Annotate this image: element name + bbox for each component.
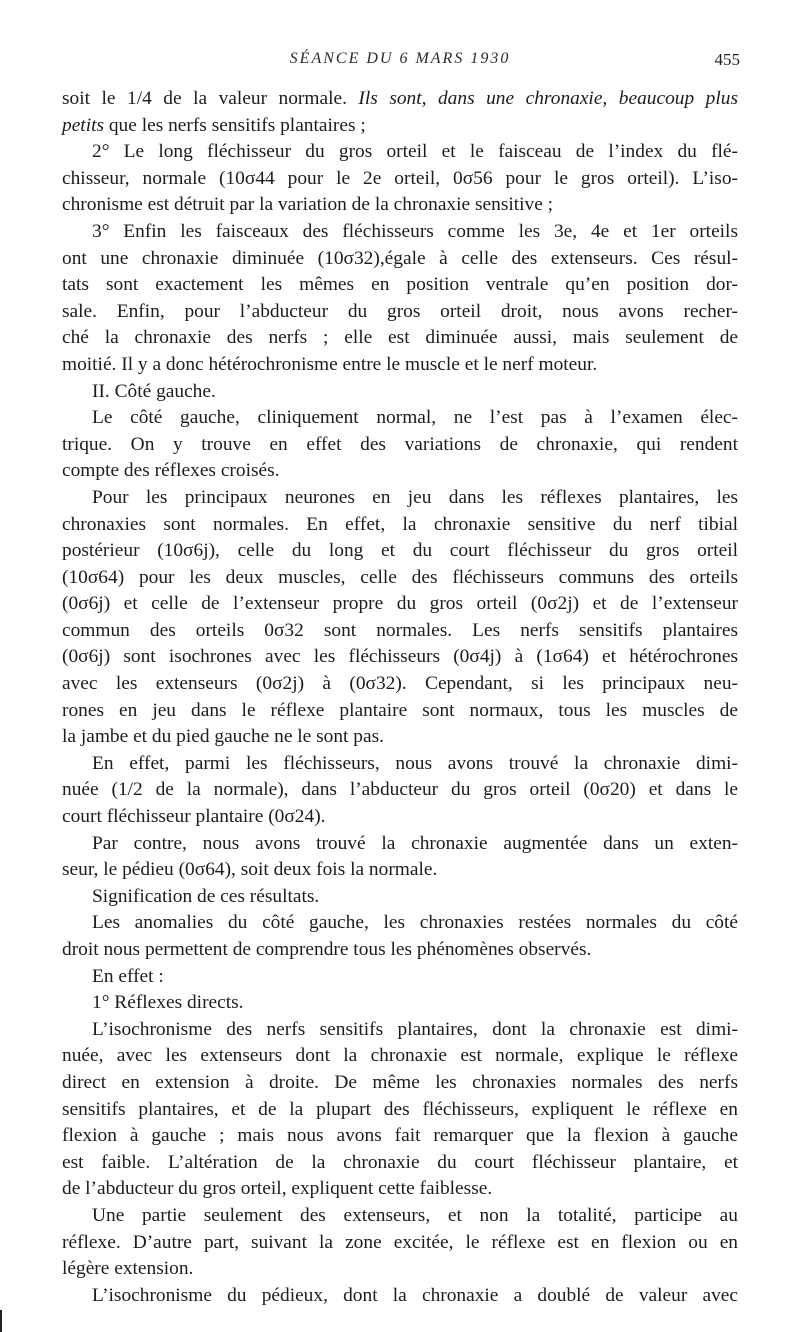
text-line: 3° Enfin les faisceaux des fléchisseurs comme les 3e, 4e et 1er orteils xyxy=(92,220,738,242)
text-line: réflexe. D’autre part, suivant la zone excitée, le réflexe est en flexion ou en xyxy=(62,1231,738,1253)
text-line: de l’abducteur du gros orteil, expliquent cette faiblesse. xyxy=(62,1178,493,1200)
text-line: tats sont exactement les mêmes en position ventrale qu’en position dor- xyxy=(62,274,738,296)
text-line: petits que les nerfs sensitifs plantaires ; xyxy=(62,114,366,136)
text-line: trique. On y trouve en effet des variations de chronaxie, qui rendent xyxy=(62,433,738,455)
text-line: ont une chronaxie diminuée (10σ32),égale à celle des extenseurs. Ces résul- xyxy=(62,247,738,269)
section-heading: Signification de ces résultats. xyxy=(92,885,320,907)
text-line: ché la chronaxie des nerfs ; elle est diminuée aussi, mais seulement de xyxy=(62,327,738,349)
text-line: compte des réflexes croisés. xyxy=(62,460,280,482)
text-line: droit nous permettent de comprendre tous les phénomènes observés. xyxy=(62,939,592,960)
text-line: Pour les principaux neurones en jeu dans les réflexes plantaires, les xyxy=(92,486,738,508)
text-line: nuée, avec les extenseurs dont la chronaxie est normale, explique le réflexe xyxy=(62,1045,738,1067)
text-line: En effet : xyxy=(92,965,164,987)
text-line: est faible. L’altération de la chronaxie du court fléchisseur plantaire, et xyxy=(62,1151,738,1173)
text-line: court fléchisseur plantaire (0σ24). xyxy=(62,806,326,828)
text-line: Une partie seulement des extenseurs, et non la totalité, participe au xyxy=(92,1204,738,1226)
text-line: (0σ6j) sont isochrones avec les fléchisseurs (0σ4j) à (1σ64) et hétérochrones xyxy=(62,646,738,668)
text-line: la jambe et du pied gauche ne le sont pas. xyxy=(62,726,384,748)
text-line: chronaxies sont normales. En effet, la chronaxie sensitive du nerf tibial xyxy=(62,513,738,535)
text-line: flexion à gauche ; mais nous avons fait remarquer que la flexion à gauche xyxy=(62,1125,738,1147)
text-line: sensitifs plantaires, et de la plupart des fléchisseurs, expliquent le réflexe en xyxy=(62,1098,738,1120)
text-line: L’isochronisme des nerfs sensitifs plantaires, dont la chronaxie est dimi- xyxy=(92,1018,738,1040)
text-line: nuée (1/2 de la normale), dans l’abducteur du gros orteil (0σ20) et dans le xyxy=(62,779,738,801)
text-line: légère extension. xyxy=(62,1258,194,1280)
text-line: commun des orteils 0σ32 sont normales. Les nerfs sensitifs plantaires xyxy=(62,619,738,641)
text-line: (0σ6j) et celle de l’extenseur propre du gros orteil (0σ2j) et de l’extenseur xyxy=(62,593,738,615)
section-heading: 1° Réflexes directs. xyxy=(92,992,244,1014)
text-line: soit le 1/4 de la valeur normale. Ils sont, dans une chronaxie, beaucoup plus xyxy=(62,88,738,109)
text-line: Les anomalies du côté gauche, les chronaxies restées normales du côté xyxy=(92,912,738,934)
body-text xyxy=(62,86,738,1309)
section-heading: II. Côté gauche. xyxy=(92,380,216,402)
text-line: seur, le pédieu (0σ64), soit deux fois la normale. xyxy=(62,859,438,881)
text-line: 2° Le long fléchisseur du gros orteil et le faisceau de l’index du flé- xyxy=(92,141,738,163)
page-edge-mark xyxy=(0,1310,2,1332)
text-line: postérieur (10σ6j), celle du long et du court fléchisseur du gros orteil xyxy=(62,540,738,562)
text-line: Par contre, nous avons trouvé la chronaxie augmentée dans un exten- xyxy=(92,832,738,854)
running-title: SÉANCE DU 6 MARS 1930 xyxy=(289,50,511,67)
text-line: direct en extension à droite. De même les chronaxies normales des nerfs xyxy=(62,1071,738,1093)
text-line: Le côté gauche, cliniquement normal, ne l’est pas à l’examen élec- xyxy=(92,407,738,429)
text-line: chronisme est détruit par la variation de la chronaxie sensitive ; xyxy=(62,194,554,216)
page-number: 455 xyxy=(714,50,740,69)
text-line: En effet, parmi les fléchisseurs, nous avons trouvé la chronaxie dimi- xyxy=(92,752,738,774)
page-header xyxy=(60,50,740,74)
text-line: L’isochronisme du pédieux, dont la chronaxie a doublé de valeur avec xyxy=(92,1284,738,1306)
text-line: rones en jeu dans le réflexe plantaire sont normaux, tous les muscles de xyxy=(62,699,738,721)
text-line: moitié. Il y a donc hétérochronisme entre le muscle et le nerf moteur. xyxy=(62,353,598,375)
text-line: sale. Enfin, pour l’abducteur du gros orteil droit, nous avons recher- xyxy=(62,300,738,322)
text-line: (10σ64) pour les deux muscles, celle des fléchisseurs communs des orteils xyxy=(62,566,738,588)
text-line: chisseur, normale (10σ44 pour le 2e orteil, 0σ56 pour le gros orteil). L’iso- xyxy=(62,167,738,189)
text-line: avec les extenseurs (0σ2j) à (0σ32). Cependant, si les principaux neu- xyxy=(62,673,738,695)
